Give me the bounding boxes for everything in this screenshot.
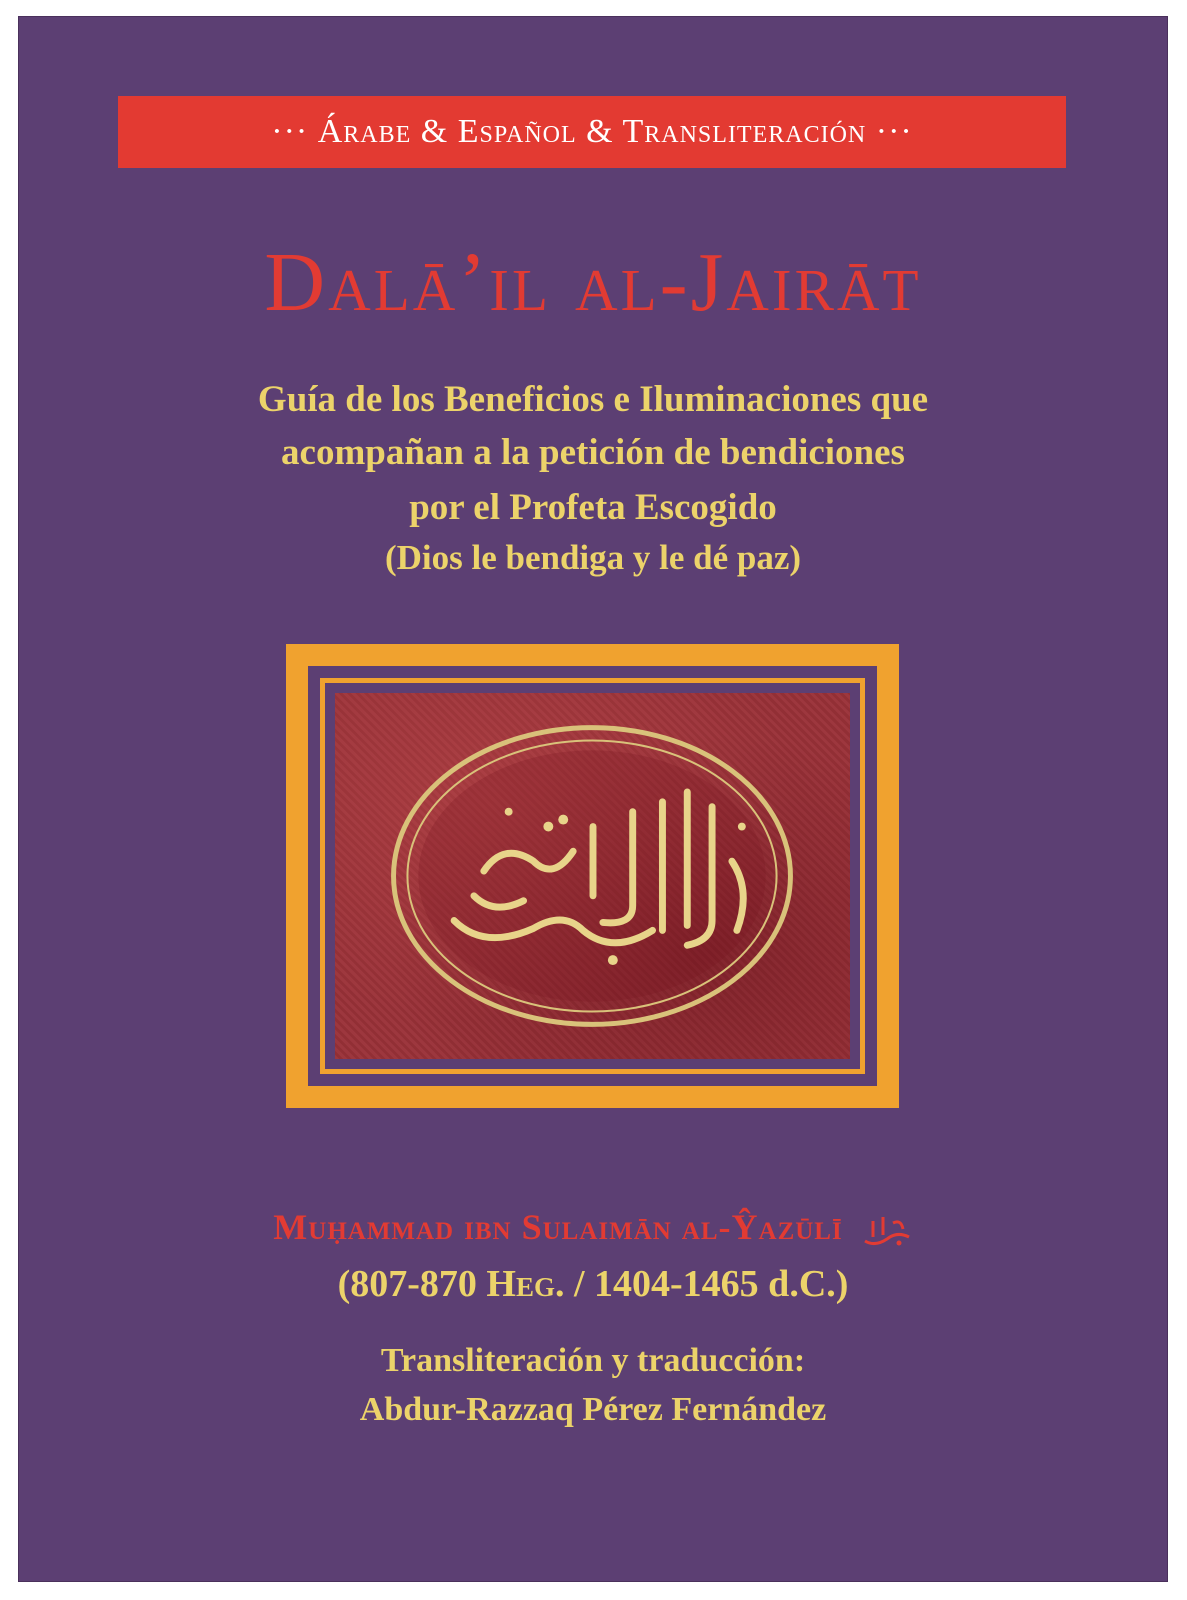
subtitle-line-2: acompañan a la petición de bendiciones — [281, 432, 905, 473]
author-text: Muḥammad ibn Sulaimān al-Ŷazūlī — [273, 1207, 843, 1247]
banner-text: ··· Árabe & Español & Transliteración ··· — [271, 113, 913, 150]
author-name — [18, 1206, 1168, 1249]
dates-era: Heg. — [486, 1263, 565, 1305]
leather-panel — [335, 693, 850, 1059]
translator-name: Abdur-Razzaq Pérez Fernández — [359, 1391, 827, 1428]
frame-inner-border — [320, 678, 865, 1074]
calligraphy-oval-icon — [335, 693, 850, 1059]
subtitle-line-3: por el Profeta Escogido — [409, 487, 777, 528]
emblem-frame — [286, 644, 899, 1108]
language-banner — [118, 96, 1066, 168]
book-cover — [18, 16, 1168, 1582]
author-dates — [18, 1262, 1168, 1306]
book-title: Dalā’il al-Jairāt — [264, 236, 922, 329]
credit-label: Transliteración y traducción: — [380, 1342, 806, 1379]
honorific-seal-icon — [861, 1213, 913, 1249]
subtitle-line-1: Guía de los Beneficios e Iluminaciones que — [257, 379, 929, 420]
dates-suffix: / 1404-1465 d.C.) — [564, 1263, 849, 1305]
subtitle-line-4: (Dios le bendiga y le dé paz) — [384, 538, 802, 577]
dates-prefix: (807-870 — [337, 1263, 487, 1305]
frame-inner-band — [308, 666, 877, 1086]
